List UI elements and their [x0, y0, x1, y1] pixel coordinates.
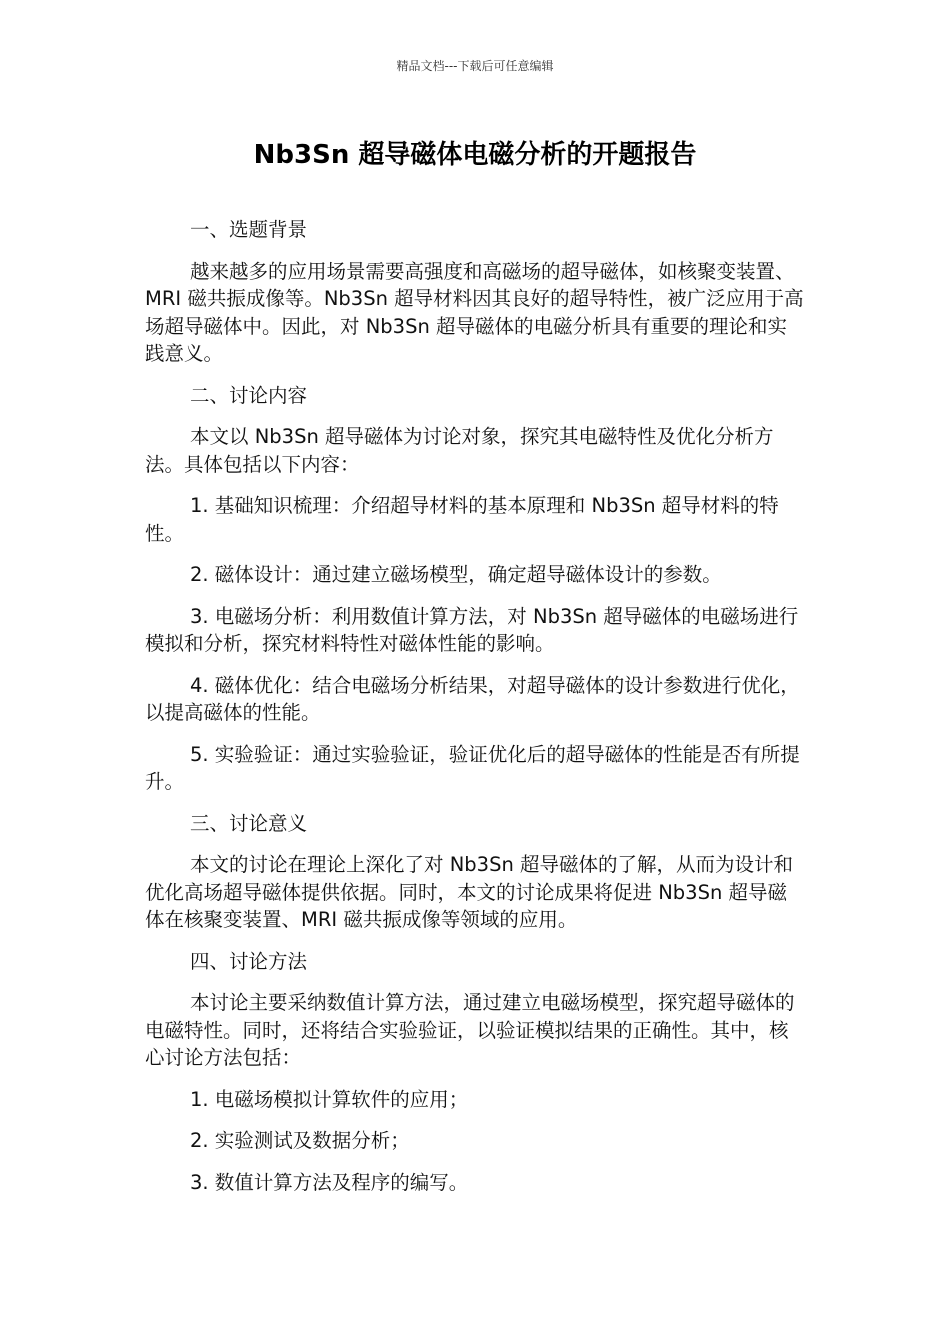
list-item: 3. 电磁场分析：利用数值计算方法，对 Nb3Sn 超导磁体的电磁场进行模拟和分析，探究材料特性对磁体性能的影响。: [145, 604, 799, 655]
section-heading-methods: 四、讨论方法: [190, 949, 308, 973]
section-heading-significance: 三、讨论意义: [190, 811, 308, 835]
list-item: 1. 电磁场模拟计算软件的应用；: [190, 1087, 469, 1111]
list-item: 2. 实验测试及数据分析；: [190, 1129, 410, 1152]
paragraph: 本文的讨论在理论上深化了对 Nb3Sn 超导磁体的了解，从而为设计和优化高场超导磁体提供依据。同时，本文的讨论成果将促进 Nb3Sn 超导磁体在核聚变装置、MRI 磁共振成像等领域的应用。: [145, 853, 794, 931]
list-item: 2. 磁体设计：通过建立磁场模型，确定超导磁体设计的参数。: [190, 563, 722, 586]
document-body: [145, 216, 805, 1210]
paragraph: 本文以 Nb3Sn 超导磁体为讨论对象，探究其电磁特性及优化分析方法。具体包括以下内容：: [145, 425, 774, 476]
list-item: 4. 磁体优化：结合电磁场分析结果，对超导磁体的设计参数进行优化，以提高磁体的性能。: [145, 673, 800, 724]
paragraph: 越来越多的应用场景需要高强度和高磁场的超导磁体，如核聚变装置、MRI 磁共振成像等。Nb3Sn 超导材料因其良好的超导特性，被广泛应用于高场超导磁体中。因此，对 Nb3Sn 超导磁体的电磁分析具有重要的理论和实践意义。: [145, 259, 804, 365]
list-item: 5. 实验验证：通过实验验证，验证优化后的超导磁体的性能是否有所提升。: [145, 742, 800, 793]
list-item: 3. 数值计算方法及程序的编写。: [190, 1170, 469, 1194]
page-header-note: 精品文档---下载后可任意编辑: [396, 59, 554, 73]
document-title: Nb3Sn 超导磁体电磁分析的开题报告: [253, 140, 697, 170]
section-heading-content: 二、讨论内容: [190, 383, 308, 407]
list-item: 1. 基础知识梳理：介绍超导材料的基本原理和 Nb3Sn 超导材料的特性。: [145, 494, 779, 545]
section-heading-background: 一、选题背景: [190, 218, 308, 241]
paragraph: 本讨论主要采纳数值计算方法，通过建立电磁场模型，探究超导磁体的电磁特性。同时，还将结合实验验证，以验证模拟结果的正确性。其中，核心讨论方法包括：: [145, 991, 795, 1069]
